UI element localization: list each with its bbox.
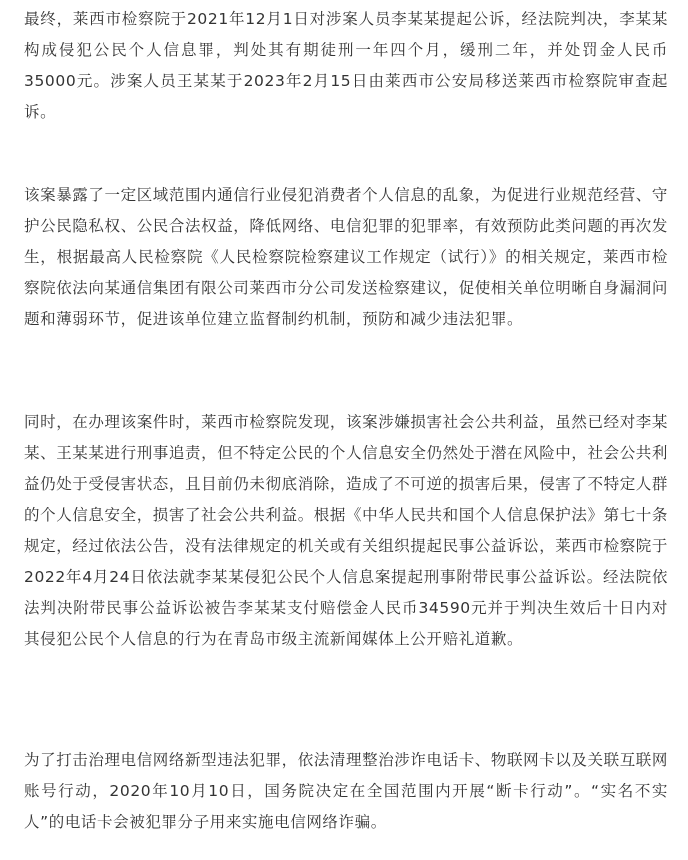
paragraph-card-crackdown: 为了打击治理电信网络新型违法犯罪，依法清理整治涉诈电话卡、物联网卡以及关联互联网账号行动，2020年10月10日，国务院决定在全国范围内开展“断卡行动”。“实名不实人”的电话卡会被犯罪分子用来实施电信网络诈骗。 — [24, 751, 669, 831]
paragraph-public-interest-litigation: 同时，在办理该案件时，莱西市检察院发现，该案涉嫌损害社会公共利益，虽然已经对李某某、王某某进行刑事追责，但不特定公民的个人信息安全仍然处于潜在风险中，社会公共利益仍处于受侵害状态，且目前仍未彻底消除，造成了不可逆的损害后果，侵害了不特定人群的个人信息安全，损害了社会公共利益。根据《中华人民共和国个人信息保护法》第七十条规定，经过依法公告，没有法律规定的机关或有关组织提起民事公益诉讼，莱西市检察院于2022年4月24日依法就李某某侵犯公民个人信息案提起刑事附带民事公益诉讼。经法院依法判决附带民事公益诉讼被告李某某支付赔偿金人民币34590元并于判决生效后十日内对其侵犯公民个人信息的行为在青岛市级主流新闻媒体上公开赔礼道歉。 — [24, 413, 669, 648]
paragraph-prosecution-result: 最终，莱西市检察院于2021年12月1日对涉案人员李某某提起公诉，经法院判决，李某某构成侵犯公民个人信息罪，判处其有期徒刑一年四个月，缓刑二年，并处罚金人民币35000元。涉案人员王某某于2023年2月15日由莱西市公安局移送莱西市检察院审查起诉。 — [24, 10, 668, 121]
paragraph-procuratorial-suggestion: 该案暴露了一定区域范围内通信行业侵犯消费者个人信息的乱象，为促进行业规范经营、守护公民隐私权、公民合法权益，降低网络、电信犯罪的犯罪率，有效预防此类问题的再次发生，根据最高人民检察院《人民检察院检察建议工作规定（试行）》的相关规定，莱西市检察院依法向某通信集团有限公司莱西市分公司发送检察建议，促使相关单位明晰自身漏洞问题和薄弱环节，促进该单位建立监督制约机制，预防和减少违法犯罪。 — [24, 186, 669, 328]
